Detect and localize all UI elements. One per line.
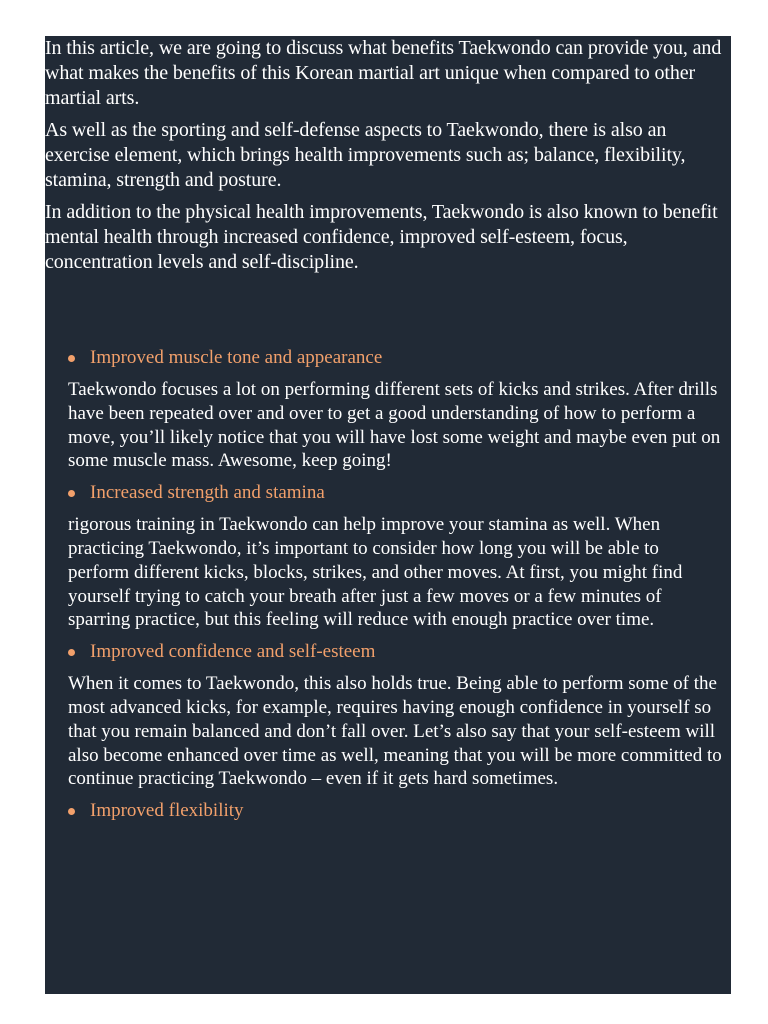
bullet-icon [68,649,75,656]
bullet-icon [68,808,75,815]
benefit-heading: Increased strength and stamina [90,482,325,504]
benefit-description: Taekwondo focuses a lot on performing different sets of kicks and strikes. After drills have been repeated over and over to get a good understanding of how to perform a move, you’ll likely notice that you will have lost some weight and maybe even put on some muscle mass. Awesome, keep going! [68,379,721,472]
intro-paragraph-3: In addition to the physical health improvements, Taekwondo is also known to benefit mental health through increased confidence, improved self-esteem, focus, concentration levels and self-discipline. [45,201,718,273]
bullet-icon [68,355,75,362]
benefit-item-flexibility [45,799,731,823]
benefit-description: rigorous training in Taekwondo can help improve your stamina as well. When practicing Taekwondo, it’s important to consider how long you will be able to perform different kicks, blocks, strikes, and other moves. At first, you might find yourself trying to catch your breath after just a few moves or a few minutes of sparring practice, but this feeling will reduce with enough practice over time. [68,514,683,631]
intro-section [45,36,731,275]
benefit-heading: Improved muscle tone and appearance [90,347,383,368]
benefit-item-muscle-tone [45,346,731,473]
benefit-item-confidence [45,640,731,791]
benefit-heading: Improved confidence and self-esteem [90,641,376,663]
benefit-heading-row [68,346,731,370]
intro-paragraph-1: In this article, we are going to discuss what benefits Taekwondo can provide you, and what makes the benefits of this Korean martial art unique when compared to other martial arts. [45,37,722,109]
benefit-heading: Improved flexibility [90,800,244,822]
benefit-item-strength-stamina [45,481,731,632]
bullet-icon [68,490,75,497]
benefit-heading-row [68,640,731,664]
intro-paragraph-2: As well as the sporting and self-defense aspects to Taekwondo, there is also an exercise element, which brings health improvements such as; balance, flexibility, stamina, strength and posture. [45,119,686,191]
benefit-heading-row [68,799,731,823]
benefit-description: When it comes to Taekwondo, this also holds true. Being able to perform some of the most advanced kicks, for example, requires having enough confidence in yourself so that you remain balanced and don’t fall over. Let’s also say that your self-esteem will also become enhanced over time as well, meaning that you will be more committed to continue practicing Taekwondo – even if it gets hard sometimes. [68,673,722,790]
benefit-heading-row [68,481,731,505]
document-page [45,36,731,994]
benefits-list [45,346,731,823]
